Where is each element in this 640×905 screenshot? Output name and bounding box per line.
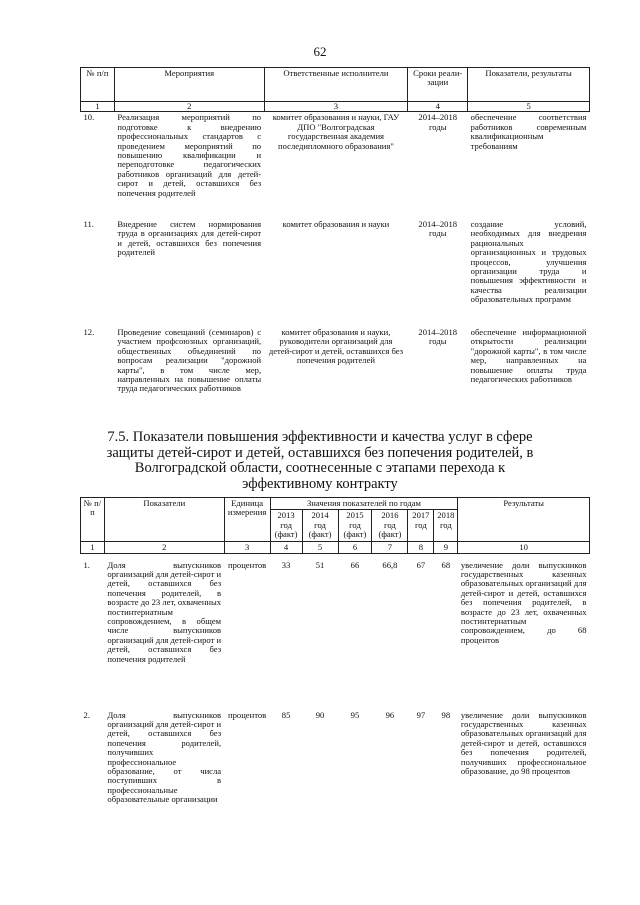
header-num: № п/п: [81, 68, 115, 102]
col-number: 5: [468, 102, 590, 112]
col-number: 7: [372, 541, 408, 553]
row-executors: комитет образования и науки, руководители организаций для детей-сирот и детей, оставшихся без попечения родителей: [268, 326, 404, 366]
row-terms: 2014–2018 годы: [418, 218, 458, 239]
indicators-table: [80, 497, 590, 806]
col-number: 8: [408, 541, 434, 553]
header-indicator: Показатели: [104, 498, 224, 542]
table-row: [81, 560, 590, 710]
header-measures: Мероприятия: [114, 68, 264, 102]
row-result: увеличение доли выпускников государственных казенных образовательных организаций для детей-сирот и детей, оставшихся без попечения родителей, получивших профессиональное образование, до 98 процентов: [460, 709, 587, 776]
row-num: 11.: [83, 218, 94, 229]
row-value: 95: [350, 709, 360, 720]
row-num: 10.: [83, 112, 95, 123]
header-year: 2014 год (факт): [302, 510, 338, 541]
table-row: [81, 710, 590, 806]
col-number: 3: [264, 102, 408, 112]
col-number: 3: [224, 541, 270, 553]
row-indicator: Доля выпускников организаций для детей-сирот и детей, оставшихся без попечения родителей, в возрасте до 23 лет, охваченных постинтернатным сопровождением, в общем числе выпускников организаций для детей-сирот и детей, оставшихся без попечения родителей: [107, 559, 222, 664]
row-value: 98: [441, 709, 451, 720]
col-number: 2: [104, 541, 224, 553]
header-executors: Ответственные исполнители: [264, 68, 408, 102]
col-number: 2: [114, 102, 264, 112]
row-value: 85: [281, 709, 291, 720]
row-value: 33: [281, 559, 291, 570]
row-results: создание условий, необходимых для внедрения рациональных организационных и трудовых процессов, улучшения организации труда и повышения эффективности и качества реализации образовательных программ: [470, 218, 587, 305]
measures-table: [80, 67, 590, 395]
table-row: [81, 219, 590, 327]
header-unit: Единица измерения: [224, 498, 270, 542]
row-executors: комитет образования и науки, ГАУ ДПО "Волгоградская государственная академия последипломного образования": [272, 112, 400, 151]
header-terms: Сроки реали-зации: [408, 68, 468, 102]
row-value: 66: [350, 559, 360, 570]
header-year: 2016 год (факт): [372, 510, 408, 541]
col-number: 10: [458, 541, 590, 553]
row-value: 96: [385, 709, 395, 720]
header-values-group: Значения показателей по годам: [270, 498, 458, 510]
row-num: 1.: [83, 559, 90, 570]
row-terms: 2014–2018 годы: [418, 112, 458, 132]
row-value: 51: [315, 559, 325, 570]
col-number: 6: [338, 541, 372, 553]
col-number: 4: [408, 102, 468, 112]
row-indicator: Доля выпускников организаций для детей-сирот и детей, оставшихся без попечения родителей, получивших профессиональное образование, от числа поступивших в профессиональные образовательные организации: [107, 709, 222, 805]
header-year: 2017 год: [408, 510, 434, 541]
header-results: Результаты: [458, 498, 590, 542]
row-num: 12.: [83, 326, 95, 337]
table-row: [81, 112, 590, 219]
row-unit: процентов: [228, 559, 267, 570]
col-number: 9: [434, 541, 458, 553]
header-results: Показатели, результаты: [468, 68, 590, 102]
row-executors: комитет образования и науки: [282, 218, 390, 229]
header-year: 2013 год (факт): [270, 510, 302, 541]
row-unit: процентов: [228, 709, 267, 720]
header-year: 2018 год: [434, 510, 458, 541]
row-measure: Внедрение систем нормирования труда в организациях для детей-сирот и детей, оставшихся без попечения родителей: [117, 218, 262, 258]
row-value: 68: [441, 559, 451, 570]
row-measure: Реализация мероприятий по подготовке к внедрению профессиональных стандартов с проведением мероприятий по повышению квалификации и переподготовке педагогических работников организаций для детей-сирот и детей, оставшихся без попечения родителей: [117, 112, 262, 198]
row-value: 97: [416, 709, 426, 720]
page-number: 62: [313, 44, 327, 59]
row-measure: Проведение совещаний (семинаров) с участием профсоюзных организаций, общественных объединений по вопросам реализации "дорожной карты", в том числе мер, направленных на повышение оплаты труда педагогических работников: [117, 326, 262, 394]
row-terms: 2014–2018 годы: [418, 326, 458, 347]
row-value: 66,8: [382, 559, 398, 570]
section-heading: 7.5. Показатели повышения эффективности и качества услуг в сфере защиты детей-сирот и детей, оставшихся без попечения родителей, в Волгоградской области, соотнесенные с этапами перехода к эффективному контракту: [106, 429, 534, 492]
col-number: 1: [81, 541, 105, 553]
table-row: [81, 327, 590, 395]
row-num: 2.: [83, 709, 90, 720]
header-year: 2015 год (факт): [338, 510, 372, 541]
col-number: 4: [270, 541, 302, 553]
col-number: 1: [81, 102, 115, 112]
row-results: обеспечение информационной открытости реализации "дорожной карты", в том числе мер, направленных на повышение оплаты труда педагогических работников: [470, 326, 587, 384]
row-results: обеспечение соответствия работников современным квалификационным требованиям: [470, 112, 587, 151]
row-value: 90: [315, 709, 325, 720]
col-number: 5: [302, 541, 338, 553]
row-result: увеличение доли выпускников государственных казенных образовательных организаций для детей-сирот и детей, оставшихся без попечения родителей, в возрасте до 23 лет, охваченных постинтернатным сопровождением, до 68 процентов: [460, 559, 587, 645]
row-value: 67: [416, 559, 426, 570]
header-num: № п/п: [81, 498, 105, 542]
